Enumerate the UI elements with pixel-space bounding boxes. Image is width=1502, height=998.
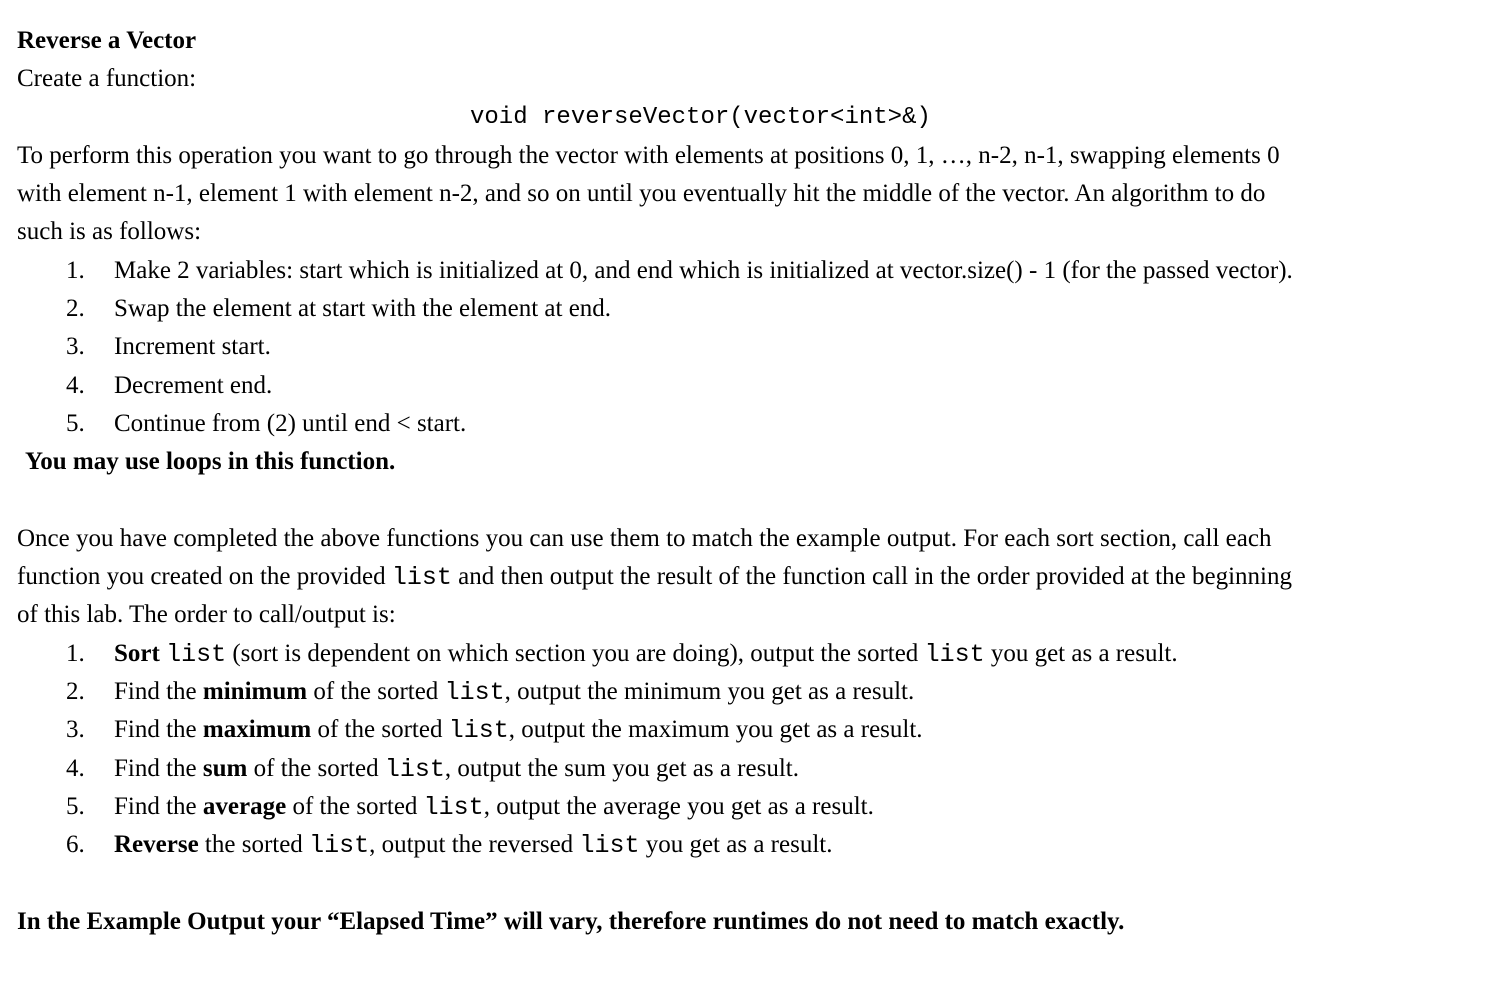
bold-term: average	[202, 793, 287, 820]
text-run: of the sorted	[247, 755, 385, 782]
text-run: and then output the result of the function call in the order provided at the beginning	[451, 563, 1292, 590]
text-run: , output the reversed	[369, 831, 580, 858]
step-number: 2.	[66, 295, 85, 322]
step-text	[114, 677, 914, 708]
text-run: Find the	[114, 793, 203, 820]
step-text: Continue from (2) until end < start.	[114, 410, 467, 437]
text-run: , output the maximum you get as a result.	[508, 716, 923, 743]
step-text: Increment start.	[114, 333, 271, 360]
step-text	[114, 639, 1178, 670]
text-run: Find the	[114, 678, 203, 705]
step-text	[114, 830, 832, 861]
step-text: Make 2 variables: start which is initialized at 0, and end which is initialized at vector.size() - 1 (for the passed vector).	[114, 257, 1293, 284]
step-text: Swap the element at start with the element at end.	[114, 295, 612, 322]
step-number: 5.	[66, 793, 85, 820]
function-signature: void reverseVector(vector<int>&)	[470, 104, 931, 131]
text-run: , output the sum you get as a result.	[444, 755, 799, 782]
step-number: 5.	[66, 410, 85, 437]
bold-term: maximum	[202, 716, 312, 743]
code-list: list	[166, 640, 227, 669]
bold-term: Sort	[114, 640, 160, 667]
paragraph2-line-1: Once you have completed the above functions you can use them to match the example output. For each sort section, call each	[17, 525, 1272, 552]
text-run: , output the average you get as a result.	[483, 793, 874, 820]
code-list: list	[444, 678, 505, 707]
code-list: list	[309, 831, 370, 860]
text-run: , output the minimum you get as a result.	[504, 678, 915, 705]
step-text	[114, 792, 874, 823]
bold-term: minimum	[202, 678, 308, 705]
step-number: 1.	[66, 257, 85, 284]
step-text	[114, 754, 799, 785]
code-list: list	[579, 831, 640, 860]
text-run: (sort is dependent on which section you are doing), output the sorted	[226, 640, 925, 667]
text-run: you get as a result.	[639, 831, 833, 858]
code-list: list	[924, 640, 985, 669]
text-run: you get as a result.	[984, 640, 1178, 667]
paragraph-line-3: such is as follows:	[17, 218, 202, 245]
text-run: of the sorted	[286, 793, 424, 820]
text-run: Find the	[114, 755, 203, 782]
paragraph-line-1: To perform this operation you want to go through the vector with elements at positions 0, 1, …, n-2, n-1, swapping elements 0	[17, 142, 1280, 169]
text-run: of the sorted	[307, 678, 445, 705]
bold-term: Reverse	[114, 831, 199, 858]
step-number: 6.	[66, 831, 85, 858]
step-number: 4.	[66, 755, 85, 782]
step-number: 4.	[66, 372, 85, 399]
bold-term: sum	[202, 755, 248, 782]
elapsed-time-note: In the Example Output your “Elapsed Time” will vary, therefore runtimes do not need to match exactly.	[17, 908, 1125, 935]
code-list: list	[448, 716, 509, 745]
intro-text: Create a function:	[17, 65, 197, 92]
text-run: function you created on the provided	[17, 563, 392, 590]
step-number: 3.	[66, 333, 85, 360]
loops-note: You may use loops in this function.	[25, 448, 396, 475]
paragraph2-line-3: of this lab. The order to call/output is:	[17, 601, 396, 628]
code-list: list	[384, 755, 445, 784]
text-run: the sorted	[198, 831, 310, 858]
text-run: of the sorted	[311, 716, 449, 743]
step-number: 2.	[66, 678, 85, 705]
paragraph-line-2: with element n-1, element 1 with element n-2, and so on until you eventually hit the middle of the vector. An algorithm to do	[17, 180, 1266, 207]
text-run: Find the	[114, 716, 203, 743]
code-list: list	[391, 563, 452, 592]
step-number: 3.	[66, 716, 85, 743]
step-number: 1.	[66, 640, 85, 667]
section-title: Reverse a Vector	[17, 27, 197, 54]
step-text: Decrement end.	[114, 372, 273, 399]
code-list: list	[423, 793, 484, 822]
paragraph2-line-2	[17, 562, 1292, 593]
step-text	[114, 715, 923, 746]
